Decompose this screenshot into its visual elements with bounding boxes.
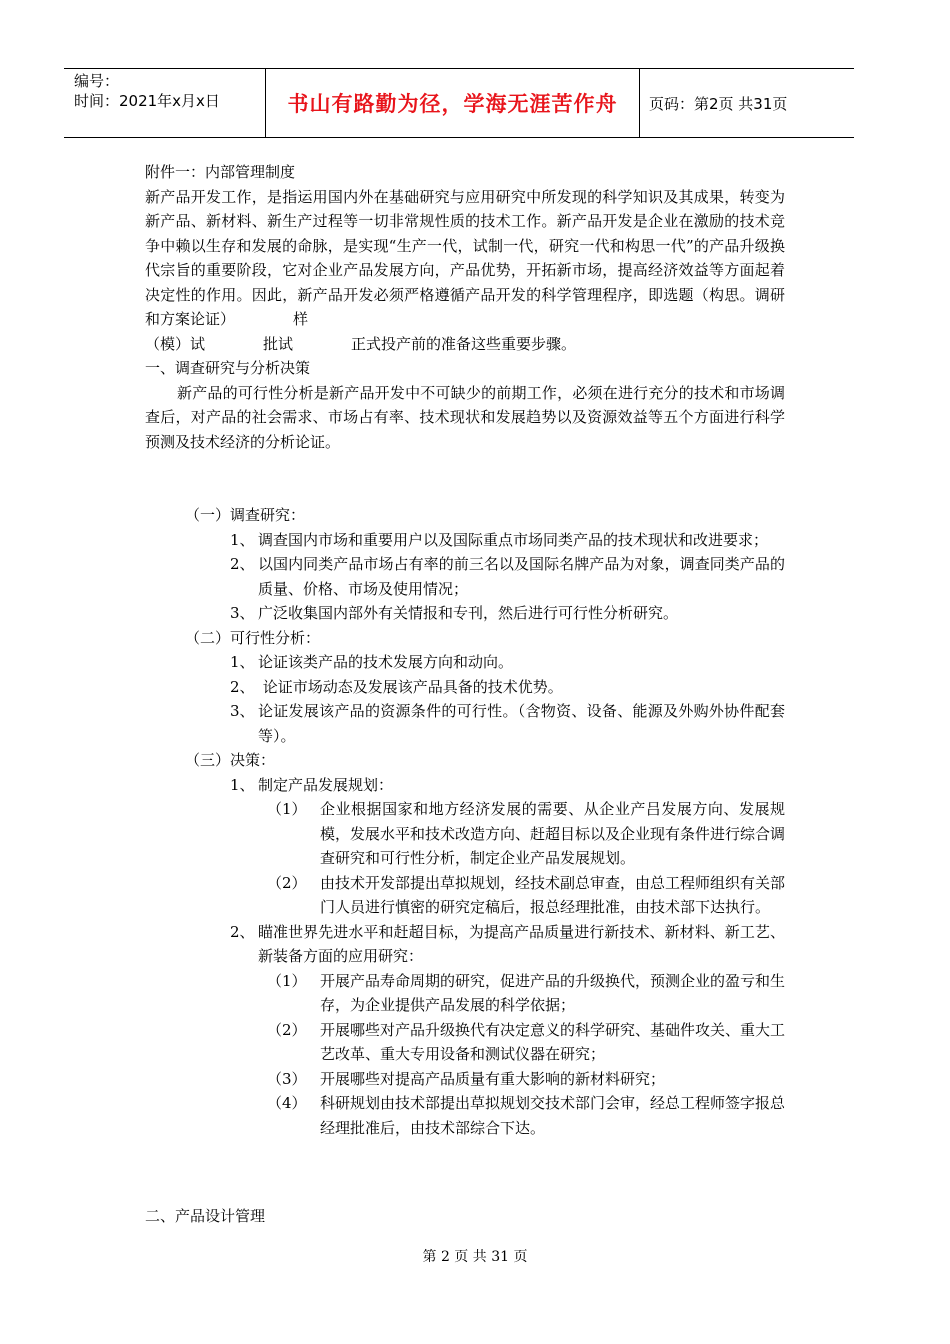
sub-list-item xyxy=(145,871,785,920)
sub-list-item-text: 由技术开发部提出草拟规划，经技术副总审查，由总工程师组织有关部门人员进行慎密的研究定稿后，报总经理批准，由技术部下达执行。 xyxy=(320,873,786,916)
list-item-number: 3、 xyxy=(230,604,255,622)
sub-list-item-text: 开展哪些对提高产品质量有重大影响的新材料研究； xyxy=(320,1069,666,1088)
sub-list-item-number: （1） xyxy=(267,971,307,990)
list-item xyxy=(145,699,785,748)
list-item xyxy=(145,650,785,675)
list-item-text: 调查国内市场和重要用户以及国际重点市场同类产品的技术现状和改进要求； xyxy=(258,530,769,549)
list-item-text: 论证发展该产品的资源条件的可行性。（含物资、设备、能源及外购外协件配套等）。 xyxy=(258,702,785,745)
list-item xyxy=(145,601,785,626)
sub-list-item-number: （1） xyxy=(267,800,307,818)
annex-title: 附件一：内部管理制度 xyxy=(145,163,296,181)
section-2-title: 二、产品设计管理 xyxy=(145,1207,266,1225)
intro-step-pilot: （模）试 xyxy=(145,334,206,353)
section-1-paragraph: 新产品的可行性分析是新产品开发中不可缺少的前期工作，必须在进行充分的技术和市场调查后，对产品的社会需求、市场占有率、技术现状和发展趋势以及资源效益等五个方面进行科学预测及技术经济的分析论证。 xyxy=(145,383,785,451)
intro-steps xyxy=(145,332,785,357)
intro-paragraph xyxy=(145,185,785,332)
list-item-text: 制定产品发展规划： xyxy=(258,775,394,794)
time-label: 时间：2021年x月x日 xyxy=(74,92,220,110)
sub-list-item xyxy=(145,1018,785,1067)
sub-list-item-text: 开展哪些对产品升级换代有决定意义的科学研究、基础件攻关、重大工艺改革、重大专用设备和测试仪器在研究； xyxy=(320,1020,786,1063)
sub-list-item-text: 科研规划由技术部提出草拟规划交技术部门会审，经总工程师签字报总经理批准后，由技术部综合下达。 xyxy=(320,1094,786,1137)
list-item-number: 2、 xyxy=(230,555,255,573)
sub-list-item xyxy=(145,1091,785,1140)
page-header xyxy=(64,68,854,138)
sub-list-item xyxy=(145,969,785,1018)
list-item-number: 3、 xyxy=(230,702,255,720)
document-body xyxy=(145,160,785,1140)
list-item-number: 1、 xyxy=(230,653,255,671)
list-item-number: 2、 xyxy=(230,922,255,941)
subsection-1-title: （一）调查研究： xyxy=(185,506,306,524)
intro-text: 新产品开发工作，是指运用国内外在基础研究与应用研究中所发现的科学知识及其成果，转变为新产品、新材料、新生产过程等一切非常规性质的技术工作。新产品开发是企业在激励的技术竞争中赖以生存和发展的命脉，是实现“生产一代，试制一代，研究一代和构思一代”的产品升级换代宗旨的重要阶段，它对企业产品发展方向，产品优势，开拓新市场，提高经济效益等方面起着决定性的作用。因此，新产品开发必须严格遵循产品开发的科学管理程序，即选题（构思。调研和方案论证） xyxy=(145,187,785,328)
list-item-text: 瞄准世界先进水平和赶超目标，为提高产品质量进行新技术、新材料、新工艺、新装备方面的应用研究： xyxy=(258,922,785,965)
list-item-text: 论证该类产品的技术发展方向和动向。 xyxy=(258,653,514,671)
list-item xyxy=(145,773,785,798)
subsection-2-title: （二）可行性分析： xyxy=(185,628,321,647)
intro-step-batch: 批试 xyxy=(263,334,294,353)
sub-list-item-number: （2） xyxy=(267,1020,307,1039)
list-item-text: 以国内同类产品市场占有率的前三名以及国际名牌产品为对象，调查同类产品的质量、价格、市场及使用情况； xyxy=(258,555,785,598)
header-divider xyxy=(639,69,640,137)
list-item xyxy=(145,552,785,601)
list-item xyxy=(145,920,785,969)
list-item xyxy=(145,528,785,553)
intro-step-final: 正式投产前的准备这些重要步骤。 xyxy=(351,334,577,353)
page-footer: 第 2 页 共 31 页 xyxy=(422,1249,528,1265)
list-item-text: 论证市场动态及发展该产品具备的技术优势。 xyxy=(258,677,563,696)
subsection-3-title: （三）决策： xyxy=(185,751,276,769)
sub-list-item-text: 开展产品寿命周期的研究，促进产品的升级换代，预测企业的盈亏和生存，为企业提供产品发展的科学依据； xyxy=(320,971,786,1014)
sub-list-item-number: （3） xyxy=(267,1069,307,1088)
sub-list-item-number: （4） xyxy=(267,1094,307,1112)
header-meta xyxy=(74,71,264,111)
sub-list-item xyxy=(145,1067,785,1092)
section-1-title: 一、调查研究与分析决策 xyxy=(145,359,311,377)
list-item-number: 1、 xyxy=(230,775,255,794)
header-motto: 书山有路勤为径，学海无涯苦作舟 xyxy=(287,92,618,116)
list-item-text: 广泛收集国内部外有关情报和专刊，然后进行可行性分析研究。 xyxy=(258,604,679,622)
sub-list-item-number: （2） xyxy=(267,873,307,892)
number-label: 编号： xyxy=(74,72,120,90)
intro-text-sample: 样 xyxy=(293,310,309,328)
sub-list-item-text: 企业根据国家和地方经济发展的需要、从企业产吕发展方向、发展规模，发展水平和技术改造方向、赶超目标以及企业现有条件进行综合调查研究和可行性分析，制定企业产品发展规划。 xyxy=(320,800,786,867)
sub-list-item xyxy=(145,797,785,871)
header-page-code: 页码：第2页 共31页 xyxy=(649,94,788,113)
list-item xyxy=(145,675,785,700)
list-item-number: 2、 xyxy=(230,677,255,696)
list-item-number: 1、 xyxy=(230,530,255,549)
